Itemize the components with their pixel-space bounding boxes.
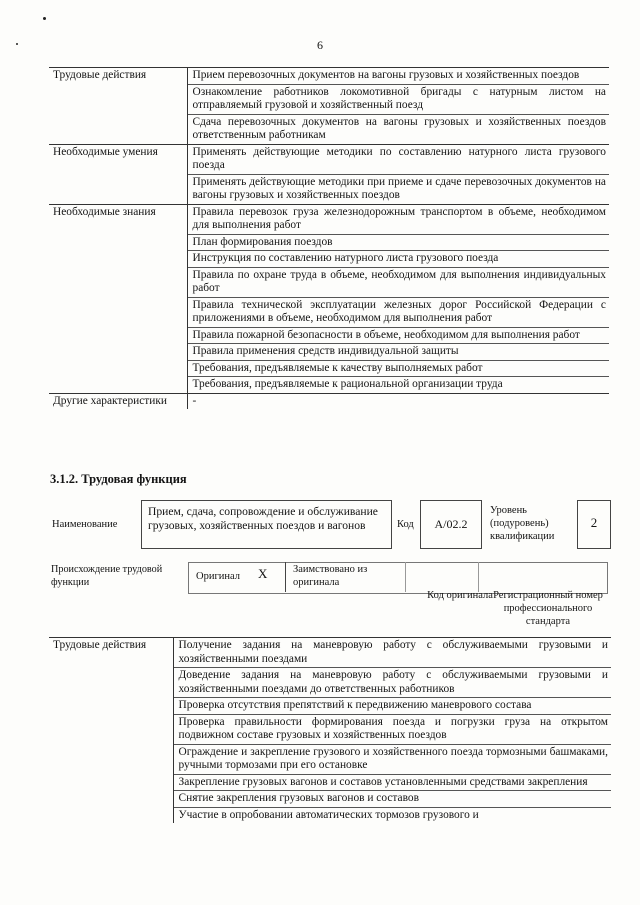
divider (405, 562, 406, 592)
row-label: Трудовые действия (49, 638, 173, 824)
reg-number-label: Регистрационный номер профессионального стандарта (493, 590, 603, 627)
table-row (49, 68, 609, 85)
row-item: Правила технической эксплуатации железных дорог Российской Федерации с приложениями в объеме, необходимом для выполнения работ (187, 297, 609, 327)
row-item: Правила пожарной безопасности в объеме, необходимом для выполнения работ (187, 327, 609, 344)
scan-speck (16, 43, 18, 45)
row-item: Участие в опробовании автоматических тормозов грузового и (173, 807, 611, 823)
code-value: A/02.2 (434, 517, 468, 531)
code-box (420, 500, 482, 549)
row-item: Применять действующие методики при приеме и сдаче перевозочных документов на вагоны грузовых и хозяйственных поездов (187, 174, 609, 204)
row-item: Требования, предъявляемые к рациональной организации труда (187, 377, 609, 394)
row-item: Инструкция по составлению натурного листа грузового поезда (187, 251, 609, 268)
table-row (49, 144, 609, 174)
row-label: Другие характеристики (49, 393, 187, 409)
row-label: Необходимые умения (49, 144, 187, 204)
table1-body (49, 68, 609, 410)
row-label: Трудовые действия (49, 68, 187, 145)
row-item: Прием перевозочных документов на вагоны грузовых и хозяйственных поездов (187, 68, 609, 85)
row-item: Проверка правильности формирования поезда и погрузки груза на открытом подвижном составе грузовых и хозяйственных поездов (173, 714, 611, 744)
borrowed-label: Заимствовано из оригинала (293, 564, 368, 588)
level-box (577, 500, 611, 549)
code-label: Код (397, 519, 414, 530)
competency-table-2 (49, 637, 611, 823)
level-value: 2 (590, 515, 598, 530)
scan-speck (43, 17, 46, 20)
original-mark: X (258, 566, 268, 581)
level-label: Уровень (подуровень) квалификации (490, 505, 555, 542)
row-item: Проверка отсутствия препятствий к передвижению маневрового состава (173, 698, 611, 715)
row-item: Сдача перевозочных документов на вагоны грузовых и хозяйственных поездов ответственным работникам (187, 114, 609, 144)
row-item: Снятие закрепления грузовых вагонов и составов (173, 791, 611, 808)
row-item: Ограждение и закрепление грузового и хозяйственного поезда тормозными башмаками, ручными тормозами при его остановке (173, 744, 611, 774)
divider (285, 562, 286, 592)
origin-label: Происхождение трудовой функции (51, 564, 163, 588)
row-item: План формирования поездов (187, 234, 609, 251)
function-name-box (141, 500, 392, 549)
origin-code-label: Код оригинала (427, 590, 493, 601)
row-item: Доведение задания на маневровую работу с обслуживаемыми грузовыми и хозяйственными поездами до ответственных работников (173, 668, 611, 698)
row-item: Ознакомление работников локомотивной бригады с натурным листом на отправляемый грузовой и хозяйственный поезд (187, 84, 609, 114)
table-row (49, 638, 611, 668)
table-row (49, 204, 609, 234)
row-item: Правила применения средств индивидуальной защиты (187, 344, 609, 361)
function-name-value: Прием, сдача, сопровождение и обслуживание грузовых, хозяйственных поездов и вагонов (148, 505, 378, 532)
row-item: Требования, предъявляемые к качеству выполняемых работ (187, 360, 609, 377)
row-item: Закрепление грузовых вагонов и составов установленными средствами закрепления (173, 774, 611, 791)
row-item: Правила по охране труда в объеме, необходимом для выполнения индивидуальных работ (187, 267, 609, 297)
competency-table-1 (49, 67, 609, 409)
row-item: - (187, 393, 609, 409)
row-item: Правила перевозок груза железнодорожным транспортом в объеме, необходимом для выполнения работ (187, 204, 609, 234)
section-heading: 3.1.2. Трудовая функция (50, 472, 187, 486)
page-number: 6 (317, 38, 323, 52)
table2-body (49, 638, 611, 824)
row-item: Получение задания на маневровую работу с обслуживаемыми грузовыми и хозяйственными поездами (173, 638, 611, 668)
row-item: Применять действующие методики по составлению натурного листа грузового поезда (187, 144, 609, 174)
name-label: Наименование (52, 519, 118, 530)
original-label: Оригинал (196, 571, 240, 582)
divider (478, 562, 479, 592)
row-label: Необходимые знания (49, 204, 187, 393)
table-row (49, 393, 609, 409)
